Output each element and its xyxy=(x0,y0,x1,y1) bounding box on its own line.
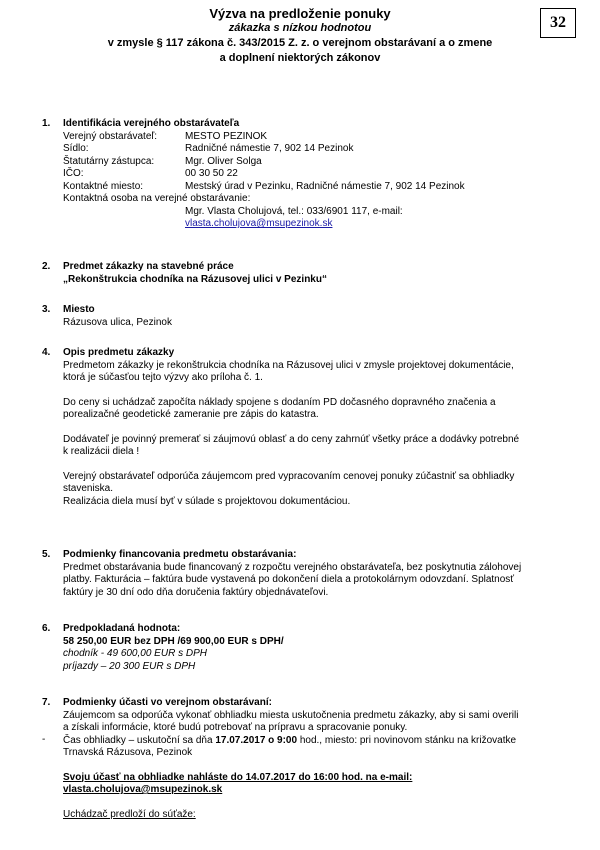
section-number: 3. xyxy=(42,304,51,315)
contact-person-label: Kontaktná osoba na verejné obstarávanie: xyxy=(63,193,251,204)
law-reference-line-1: v zmysle § 117 zákona č. 343/2015 Z. z. o verejnom obstarávaní a o zmene xyxy=(107,37,493,49)
section-heading: Opis predmetu zákazky xyxy=(63,347,175,358)
section-heading: Predpokladaná hodnota: xyxy=(63,623,181,634)
inspection-date: 17.07.2017 o 9:00 xyxy=(215,734,298,746)
law-reference-line-2: a doplnení niektorých zákonov xyxy=(219,52,381,64)
document-title: Výzva na predloženie ponuky xyxy=(209,6,391,21)
paragraph-line: Dodávateľ je povinný premerať si záujmovú oblasť a do ceny zahrnúť všetky práce a dodávky potrebné xyxy=(63,433,520,445)
paragraph-line: a získali informácie, ktoré budú potrebovať na prípravu a spracovanie ponuky. xyxy=(63,722,408,733)
section-number: 2. xyxy=(42,261,51,272)
section-heading: Podmienky účasti vo verejnom obstarávaní: xyxy=(63,697,272,708)
info-label: Verejný obstarávateľ: xyxy=(63,130,158,142)
section-heading: Predmet zákazky na stavebné práce xyxy=(63,261,234,272)
value-item: príjazdy – 20 300 EUR s DPH xyxy=(63,660,196,672)
paragraph-line: Predmetom zákazky je rekonštrukcia chodníka na Rázusovej ulici v zmysle projektovej dokumentácie, xyxy=(63,359,514,371)
section-number: 5. xyxy=(42,549,51,560)
info-label: Kontaktné miesto: xyxy=(63,180,144,192)
info-row xyxy=(63,181,543,194)
paragraph-line: Verejný obstarávateľ odporúča záujemcom pred vypracovaním cenovej ponuky zúčastniť sa obhliadky xyxy=(63,470,515,482)
list-dash: - xyxy=(42,734,46,745)
estimated-value: 58 250,00 EUR bez DPH /69 900,00 EUR s DPH/ xyxy=(63,635,284,647)
location-text: Rázusova ulica, Pezinok xyxy=(63,316,172,328)
info-value: 00 30 50 22 xyxy=(185,168,238,179)
page-number-box: 32 xyxy=(540,8,576,38)
info-row xyxy=(63,143,543,156)
paragraph-line: Do ceny si uchádzač započíta náklady spojene s dodaním PD dočasného dopravného značenia a xyxy=(63,396,496,408)
info-label: IČO: xyxy=(63,168,84,179)
section-number: 7. xyxy=(42,697,51,708)
registration-email[interactable]: vlasta.cholujova@msupezinok.sk xyxy=(63,784,223,795)
document-header xyxy=(80,6,520,66)
document-subtitle: zákazka s nízkou hodnotou xyxy=(228,22,372,34)
info-label: Štatutárny zástupca: xyxy=(63,155,155,167)
paragraph-line: k realizácii diela ! xyxy=(63,446,140,457)
paragraph-line: Trnavská Rázusova, Pezinok xyxy=(63,747,193,758)
value-item: chodník - 49 600,00 EUR s DPH xyxy=(63,648,207,659)
inspection-time-suffix: hod., miesto: pri novinovom stánku na križovatke xyxy=(297,734,517,746)
info-value: Mestský úrad v Pezinku, Radničné námestie 7, 902 14 Pezinok xyxy=(185,180,465,192)
info-row xyxy=(63,131,543,144)
paragraph-line: Predmet obstarávania bude financovaný z rozpočtu verejného obstarávateľa, bez poskytnutia zálohovej xyxy=(63,561,522,573)
section-number: 6. xyxy=(42,623,51,634)
paragraph-line: Záujemcom sa odporúča vykonať obhliadku miesta uskutočnenia predmetu zákazky, aby si sami overili xyxy=(63,709,519,721)
paragraph-line: faktúry je 30 dní odo dňa doručenia faktúry objednávateľovi. xyxy=(63,586,329,598)
section-heading: Identifikácia verejného obstarávateľa xyxy=(63,118,240,129)
section-heading: Miesto xyxy=(63,304,95,315)
section-heading: Podmienky financovania predmetu obstarávania: xyxy=(63,549,297,560)
info-value: Radničné námestie 7, 902 14 Pezinok xyxy=(185,143,354,154)
info-row xyxy=(63,168,543,181)
info-row xyxy=(63,156,543,169)
contract-name: „Rekonštrukcia chodníka na Rázusovej ulici v Pezinku“ xyxy=(63,273,327,285)
inspection-time-prefix: Čas obhliadky – uskutoční sa dňa xyxy=(63,734,216,746)
paragraph-line: porealizačné geodetické zameranie pre zápis do katastra. xyxy=(63,409,319,420)
registration-notice: Svoju účasť na obhliadke nahláste do 14.07.2017 do 16:00 hod. na e-mail: xyxy=(63,771,413,783)
section-number: 4. xyxy=(42,347,51,358)
submission-heading: Uchádzač predloží do súťaže: xyxy=(63,808,196,820)
contact-person-value: Mgr. Vlasta Cholujová, tel.: 033/6901 117, e-mail: xyxy=(185,205,403,217)
info-label: Sídlo: xyxy=(63,143,89,154)
info-value: Mgr. Oliver Solga xyxy=(185,155,262,167)
paragraph-line xyxy=(63,735,543,748)
info-value: MESTO PEZINOK xyxy=(185,130,268,142)
paragraph-line: Realizácia diela musí byť v súlade s projektovou dokumentáciou. xyxy=(63,495,351,507)
paragraph-line: platby. Fakturácia – faktúra bude vystavená po dokončení diela a protokolárnym odovzdaní. Splatnosť xyxy=(63,574,515,585)
section-number: 1. xyxy=(42,118,51,129)
contact-email-link[interactable]: vlasta.cholujova@msupezinok.sk xyxy=(185,218,333,229)
paragraph-line: staveniska. xyxy=(63,483,114,494)
paragraph-line: ktorá je súčasťou tejto výzvy ako príloha č. 1. xyxy=(63,372,263,383)
